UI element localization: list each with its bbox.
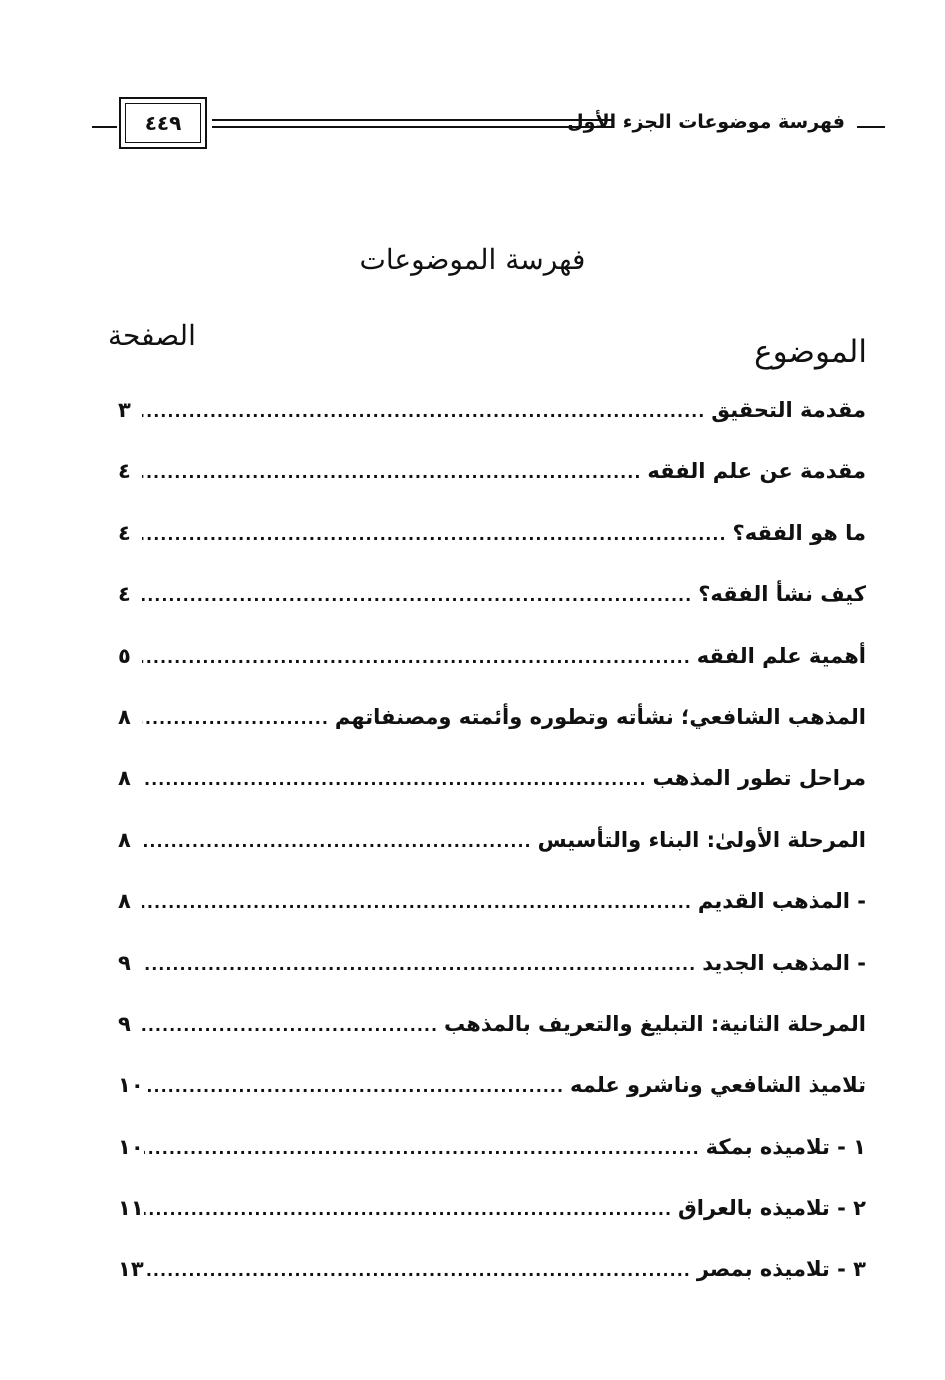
toc-entry-title: ١ - تلاميذه بمكة [705, 1134, 866, 1159]
toc-entry-page: ٨ [118, 704, 131, 729]
toc-dot-leader [142, 688, 335, 749]
header-rule-right [857, 126, 885, 128]
toc-entry [118, 1178, 866, 1239]
toc-entry-page: ٥ [118, 643, 131, 668]
toc-entry-page: ١٠ [118, 1073, 144, 1098]
toc-entry [118, 994, 866, 1055]
toc-dot-leader [142, 504, 733, 565]
toc-entry [118, 564, 866, 625]
toc-dot-leader [142, 381, 711, 442]
toc-dot-leader [142, 442, 647, 503]
toc-entry-title: - المذهب الجديد [702, 950, 866, 975]
column-header-subject: الموضوع [754, 334, 867, 370]
toc-entry-page: ٨ [118, 889, 131, 914]
toc-entry [118, 441, 866, 502]
toc-dot-leader [142, 627, 697, 688]
toc-entry-title: ٢ - تلاميذه بالعراق [678, 1196, 866, 1221]
page-number: ٤٤٩ [125, 103, 201, 143]
toc-entry-page: ١٠ [118, 1134, 144, 1159]
toc-dot-leader [144, 1179, 678, 1240]
toc-dot-leader [142, 995, 444, 1056]
toc-dot-leader [142, 934, 702, 995]
column-header-page: الصفحة [108, 319, 196, 352]
header-rule-double [212, 119, 612, 128]
toc-entry-page: ٤ [118, 459, 131, 484]
toc-list [118, 380, 866, 1301]
toc-entry-title: مقدمة عن علم الفقه [647, 459, 866, 484]
toc-entry-title: المرحلة الأولىٰ: البناء والتأسيس [537, 827, 866, 852]
toc-entry [118, 933, 866, 994]
toc-dot-leader [142, 749, 653, 810]
running-header-title: فهرسة موضوعات الجزء الأول [567, 111, 845, 133]
toc-entry [118, 1117, 866, 1178]
toc-dot-leader [142, 565, 698, 626]
toc-entry-page: ٤ [118, 520, 131, 545]
toc-entry-page: ٨ [118, 766, 131, 791]
toc-entry [118, 380, 866, 441]
toc-entry-title: مراحل تطور المذهب [652, 766, 866, 791]
toc-entry-page: ٣ [118, 398, 131, 422]
toc-entry-title: أهمية علم الفقه [696, 643, 866, 668]
header-rule-left [92, 126, 117, 128]
toc-entry-title: كيف نشأ الفقه؟ [698, 582, 866, 607]
toc-entry-page: ٩ [118, 950, 131, 975]
toc-dot-leader [144, 1240, 697, 1301]
toc-entry-title: تلاميذ الشافعي وناشرو علمه [570, 1073, 866, 1098]
toc-dot-leader [144, 1056, 570, 1117]
toc-entry [118, 810, 866, 871]
toc-entry [118, 503, 866, 564]
toc-dot-leader [144, 1118, 706, 1179]
page-number-box [119, 97, 207, 149]
toc-entry-page: ٤ [118, 582, 131, 607]
toc-dot-leader [142, 872, 698, 933]
toc-entry [118, 871, 866, 932]
toc-entry-page: ١١ [118, 1196, 144, 1221]
toc-entry-title: المرحلة الثانية: التبليغ والتعريف بالمذهب [444, 1011, 866, 1036]
toc-entry-title: المذهب الشافعي؛ نشأته وتطوره وأئمته ومصنفاتهم [334, 704, 866, 729]
toc-entry-page: ١٣ [118, 1257, 144, 1282]
toc-dot-leader [142, 811, 538, 872]
toc-entry [118, 1055, 866, 1116]
toc-entry-title: مقدمة التحقيق [711, 398, 866, 422]
toc-entry [118, 626, 866, 687]
page-title: فهرسة الموضوعات [359, 243, 586, 276]
toc-entry-title: ما هو الفقه؟ [732, 520, 866, 545]
toc-entry-title: ٣ - تلاميذه بمصر [696, 1257, 866, 1282]
toc-entry [118, 748, 866, 809]
toc-entry [118, 687, 866, 748]
toc-entry-page: ٨ [118, 827, 131, 852]
toc-entry [118, 1239, 866, 1300]
toc-entry-page: ٩ [118, 1011, 131, 1036]
toc-entry-title: - المذهب القديم [697, 889, 866, 914]
